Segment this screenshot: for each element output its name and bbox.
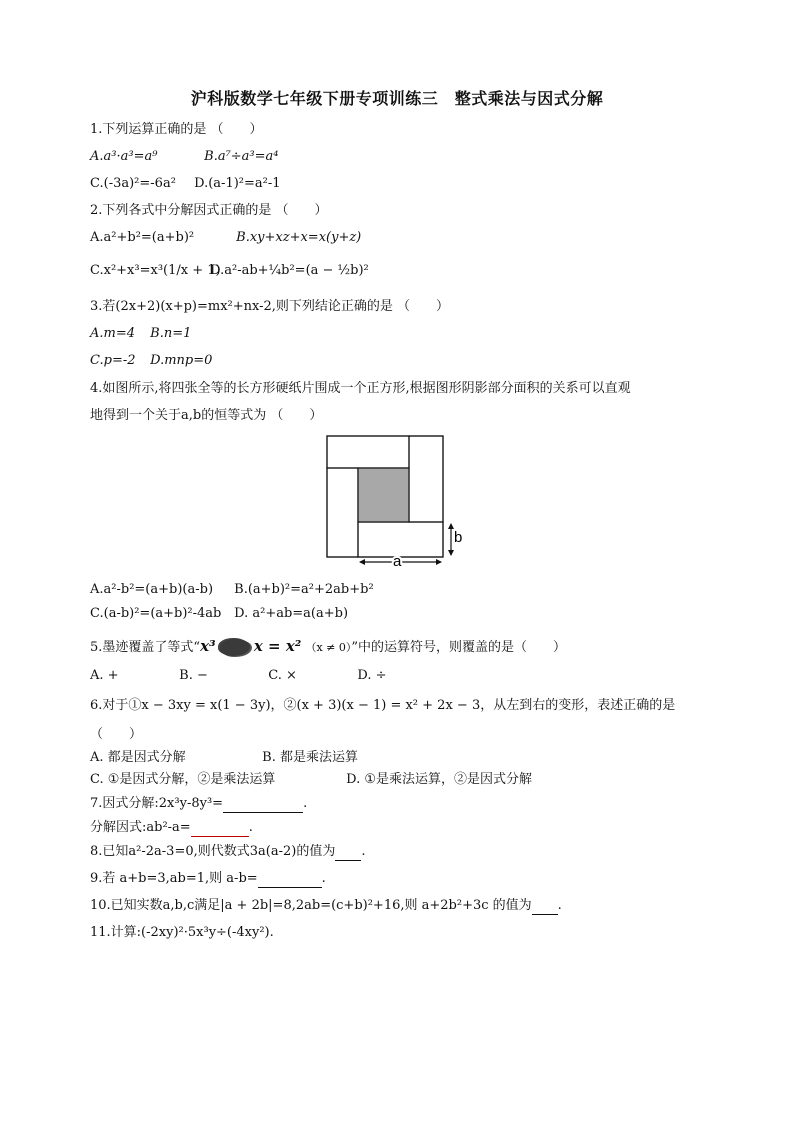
q2-options-row1 — [90, 229, 361, 247]
q3-option-b: B.n=1 — [150, 326, 192, 341]
q8-stem: 8.已知a²-2a-3=0,则代数式3a(a-2)的值为 — [90, 844, 336, 859]
q1-options-row2 — [90, 175, 281, 193]
q5-stem — [90, 636, 566, 658]
q5-option-a: A. + — [90, 668, 119, 683]
q10-stem: 10.已知实数a,b,c满足|a + 2b|=8,2ab=(c+b)²+16,则 a+2b²+3c 的值为 — [90, 898, 532, 913]
q1-options-row1 — [90, 148, 279, 166]
q6-stem: 6.对于①x − 3xy = x(1 − 3y)，②(x + 3)(x − 1) = x² + 2x − 3，从左到右的变形，表述正确的是 — [90, 698, 676, 713]
q6-options-row1 — [90, 749, 358, 767]
q7-answer-blank-1[interactable] — [223, 798, 303, 813]
q5-condition: （x ≠ 0） — [305, 641, 352, 654]
figure-rect-top — [327, 436, 409, 468]
figure-label-a: a — [393, 553, 402, 570]
q5-option-b: B. − — [179, 668, 208, 683]
q5-option-c: C. × — [268, 668, 297, 683]
q7-line2-text: 分解因式:ab²-a= — [90, 820, 191, 835]
figure-rect-bottom — [358, 522, 443, 557]
figure-rect-right — [409, 436, 443, 522]
q3-options-row1 — [90, 325, 191, 343]
q4-stem-line1: 4.如图所示,将四张全等的长方形硬纸片围成一个正方形,根据图形阴影部分面积的关系可以直观 — [90, 381, 631, 396]
q8-line: 8.已知a²-2a-3=0,则代数式3a(a-2)的值为 . — [90, 844, 366, 859]
figure-shaded-square — [358, 468, 409, 522]
q2-option-b: B.xy+xz+x=x(y+z) — [236, 230, 362, 245]
q5-expr-left: x³ — [200, 637, 216, 655]
q8-answer-blank[interactable] — [335, 846, 361, 861]
q2-option-a: A.a²+b²=(a+b)² — [90, 230, 195, 245]
q9-stem: 9.若 a+b=3,ab=1,则 a-b= — [90, 871, 258, 886]
q1-stem: 1.下列运算正确的是 （ ） — [90, 122, 263, 137]
q5-options — [90, 667, 387, 685]
q7-line2: 分解因式:ab²-a= . — [90, 820, 253, 835]
q3-option-d: D.mnp=0 — [150, 353, 213, 368]
q7-line1-text: 7.因式分解:2x³y-8y³= — [90, 796, 224, 811]
q6-option-d: D. ①是乘法运算，②是因式分解 — [346, 772, 533, 787]
ink-blot-icon — [220, 639, 250, 656]
q2-option-c: C.x²+x³=x³(1/x + 1) — [90, 263, 221, 278]
q3-stem: 3.若(2x+2)(x+p)=mx²+nx-2,则下列结论正确的是 （ ） — [90, 299, 450, 314]
q6-stem-line2: （ ） — [90, 727, 143, 742]
q4-options-row2 — [90, 605, 348, 623]
figure-label-b: b — [454, 529, 463, 546]
q4-option-c: C.(a-b)²=(a+b)²-4ab — [90, 606, 222, 621]
q7-line1: 7.因式分解:2x³y-8y³= . — [90, 796, 308, 811]
q4-stem-line2: 地得到一个关于a,b的恒等式为 （ ） — [90, 408, 323, 423]
q4-option-d: D. a²+ab=a(a+b) — [234, 606, 349, 621]
q10-line: 10.已知实数a,b,c满足|a + 2b|=8,2ab=(c+b)²+16,则 a+2b²+3c 的值为 . — [90, 898, 562, 913]
q5-stem-suffix: ”中的运算符号，则覆盖的是（ ） — [351, 640, 567, 655]
q6-options-row2 — [90, 771, 532, 789]
q4-options-row1 — [90, 581, 374, 599]
q7-answer-blank-2[interactable] — [191, 822, 249, 837]
q9-line: 9.若 a+b=3,ab=1,则 a-b= . — [90, 871, 326, 886]
q11-stem: 11.计算:(-2xy)²·5x³y÷(-4xy²). — [90, 925, 274, 940]
q10-answer-blank[interactable] — [532, 900, 558, 915]
q2-option-d: D.a²-ab+¼b²=(a − ½b)² — [210, 263, 369, 278]
figure-rect-left — [327, 468, 358, 557]
q5-option-d: D. ÷ — [357, 668, 387, 683]
q3-options-row2 — [90, 352, 212, 370]
q4-option-b: B.(a+b)²=a²+2ab+b² — [234, 582, 374, 597]
q1-option-b: B.a⁷÷a³=a⁴ — [204, 149, 279, 164]
q2-stem: 2.下列各式中分解因式正确的是 （ ） — [90, 203, 328, 218]
q5-stem-prefix: 5.墨迹覆盖了等式“ — [90, 640, 201, 655]
q6-option-a: A. 都是因式分解 — [90, 750, 186, 765]
page-title: 沪科版数学七年级下册专项训练三 整式乘法与因式分解 — [190, 89, 604, 108]
q1-option-d: D.(a-1)²=a²-1 — [194, 176, 281, 191]
q1-option-a: A.a³·a³=a⁹ — [90, 149, 158, 164]
q4-option-a: A.a²-b²=(a+b)(a-b) — [90, 582, 214, 597]
q2-options-row2 — [90, 262, 369, 280]
q3-option-c: C.p=-2 — [90, 353, 136, 368]
q3-option-a: A.m=4 — [90, 326, 136, 341]
q5-expr-right: x = x² — [253, 637, 302, 655]
q9-answer-blank[interactable] — [258, 873, 322, 888]
q6-option-c: C. ①是因式分解，②是乘法运算 — [90, 772, 276, 787]
q1-option-c: C.(-3a)²=-6a² — [90, 176, 176, 191]
q6-option-b: B. 都是乘法运算 — [262, 750, 358, 765]
q4-figure — [320, 432, 470, 572]
